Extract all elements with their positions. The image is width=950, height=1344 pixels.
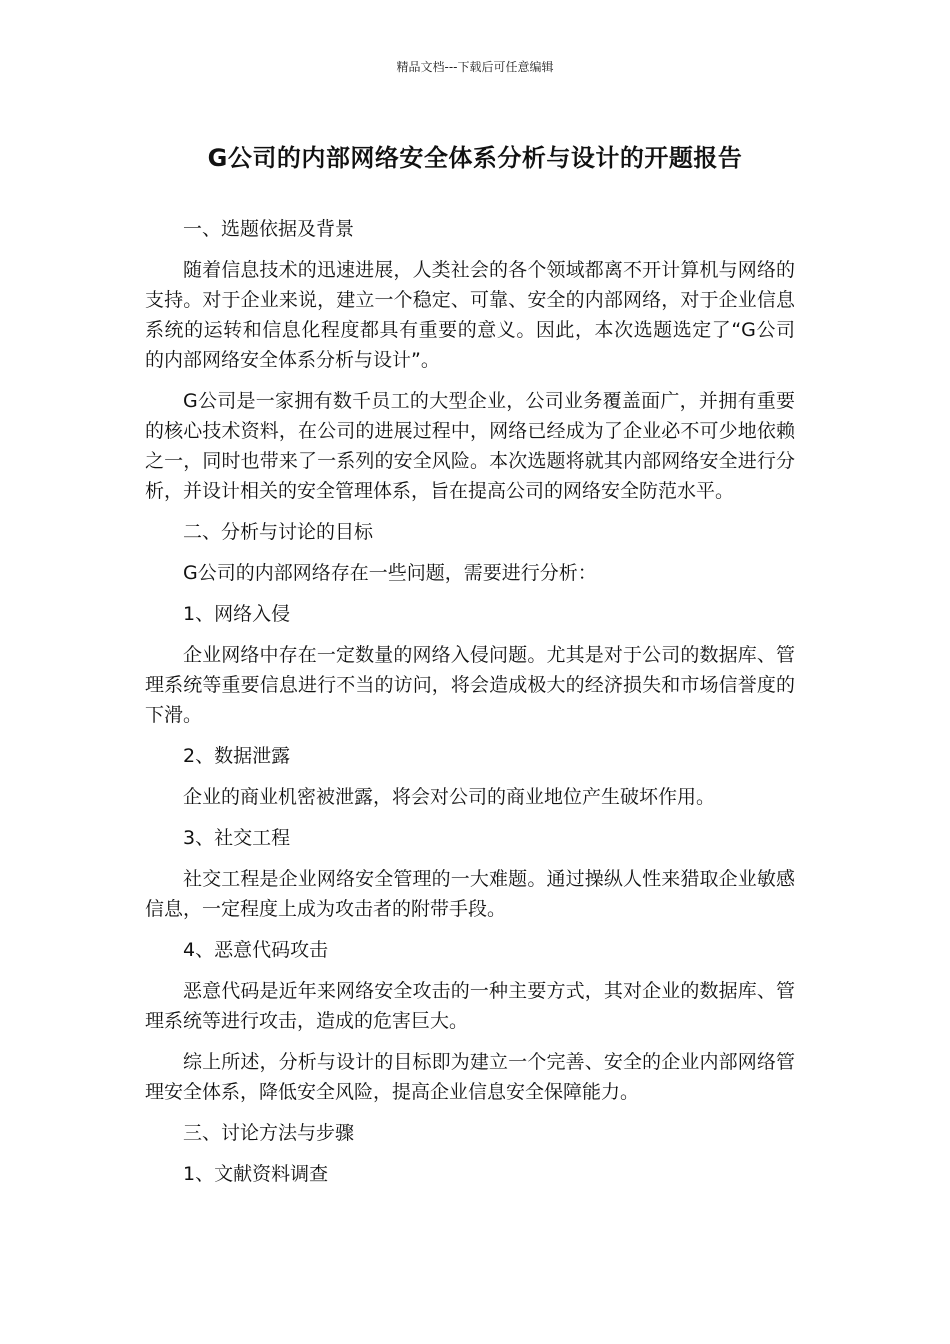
paragraph-company: G公司是一家拥有数千员工的大型企业，公司业务覆盖面广，并拥有重要的核心技术资料，在公司的进展过程中，网络已经成为了企业必不可少地依赖之一，同时也带来了一系列的安全风险。本次选题将就其内部网络安全进行分析，并设计相关的安全管理体系，旨在提高公司的网络安全防范水平。 <box>145 390 795 502</box>
paragraph-summary: 综上所述，分析与设计的目标即为建立一个完善、安全的企业内部网络管理安全体系，降低安全风险，提高企业信息安全保障能力。 <box>145 1051 795 1103</box>
paragraph-intrusion: 企业网络中存在一定数量的网络入侵问题。尤其是对于公司的数据库、管理系统等重要信息进行不当的访问，将会造成极大的经济损失和市场信誉度的下滑。 <box>145 644 795 726</box>
subheading-intrusion: 1、网络入侵 <box>183 603 291 625</box>
document-body <box>145 214 795 1200</box>
section-heading-1: 一、选题依据及背景 <box>183 218 355 240</box>
page-header-note: 精品文档---下载后可任意编辑 <box>396 60 554 74</box>
subheading-malware: 4、恶意代码攻击 <box>183 939 329 961</box>
section-heading-3: 三、讨论方法与步骤 <box>183 1122 355 1144</box>
subheading-social-engineering: 3、社交工程 <box>183 827 291 849</box>
paragraph-malware: 恶意代码是近年来网络安全攻击的一种主要方式，其对企业的数据库、管理系统等进行攻击，造成的危害巨大。 <box>145 980 795 1032</box>
paragraph-data-leak: 企业的商业机密被泄露，将会对公司的商业地位产生破坏作用。 <box>183 786 716 808</box>
subheading-literature: 1、文献资料调查 <box>183 1163 329 1185</box>
section-heading-2: 二、分析与讨论的目标 <box>183 521 374 543</box>
paragraph-problems-intro: G公司的内部网络存在一些问题，需要进行分析： <box>183 562 597 584</box>
paragraph-background: 随着信息技术的迅速进展，人类社会的各个领域都离不开计算机与网络的支持。对于企业来说，建立一个稳定、可靠、安全的内部网络，对于企业信息系统的运转和信息化程度都具有重要的意义。因此，本次选题选定了“G公司的内部网络安全体系分析与设计”。 <box>145 259 795 371</box>
paragraph-social-engineering: 社交工程是企业网络安全管理的一大难题。通过操纵人性来猎取企业敏感信息，一定程度上成为攻击者的附带手段。 <box>145 868 795 920</box>
subheading-data-leak: 2、数据泄露 <box>183 745 291 767</box>
document-title: G公司的内部网络安全体系分析与设计的开题报告 <box>207 144 743 172</box>
